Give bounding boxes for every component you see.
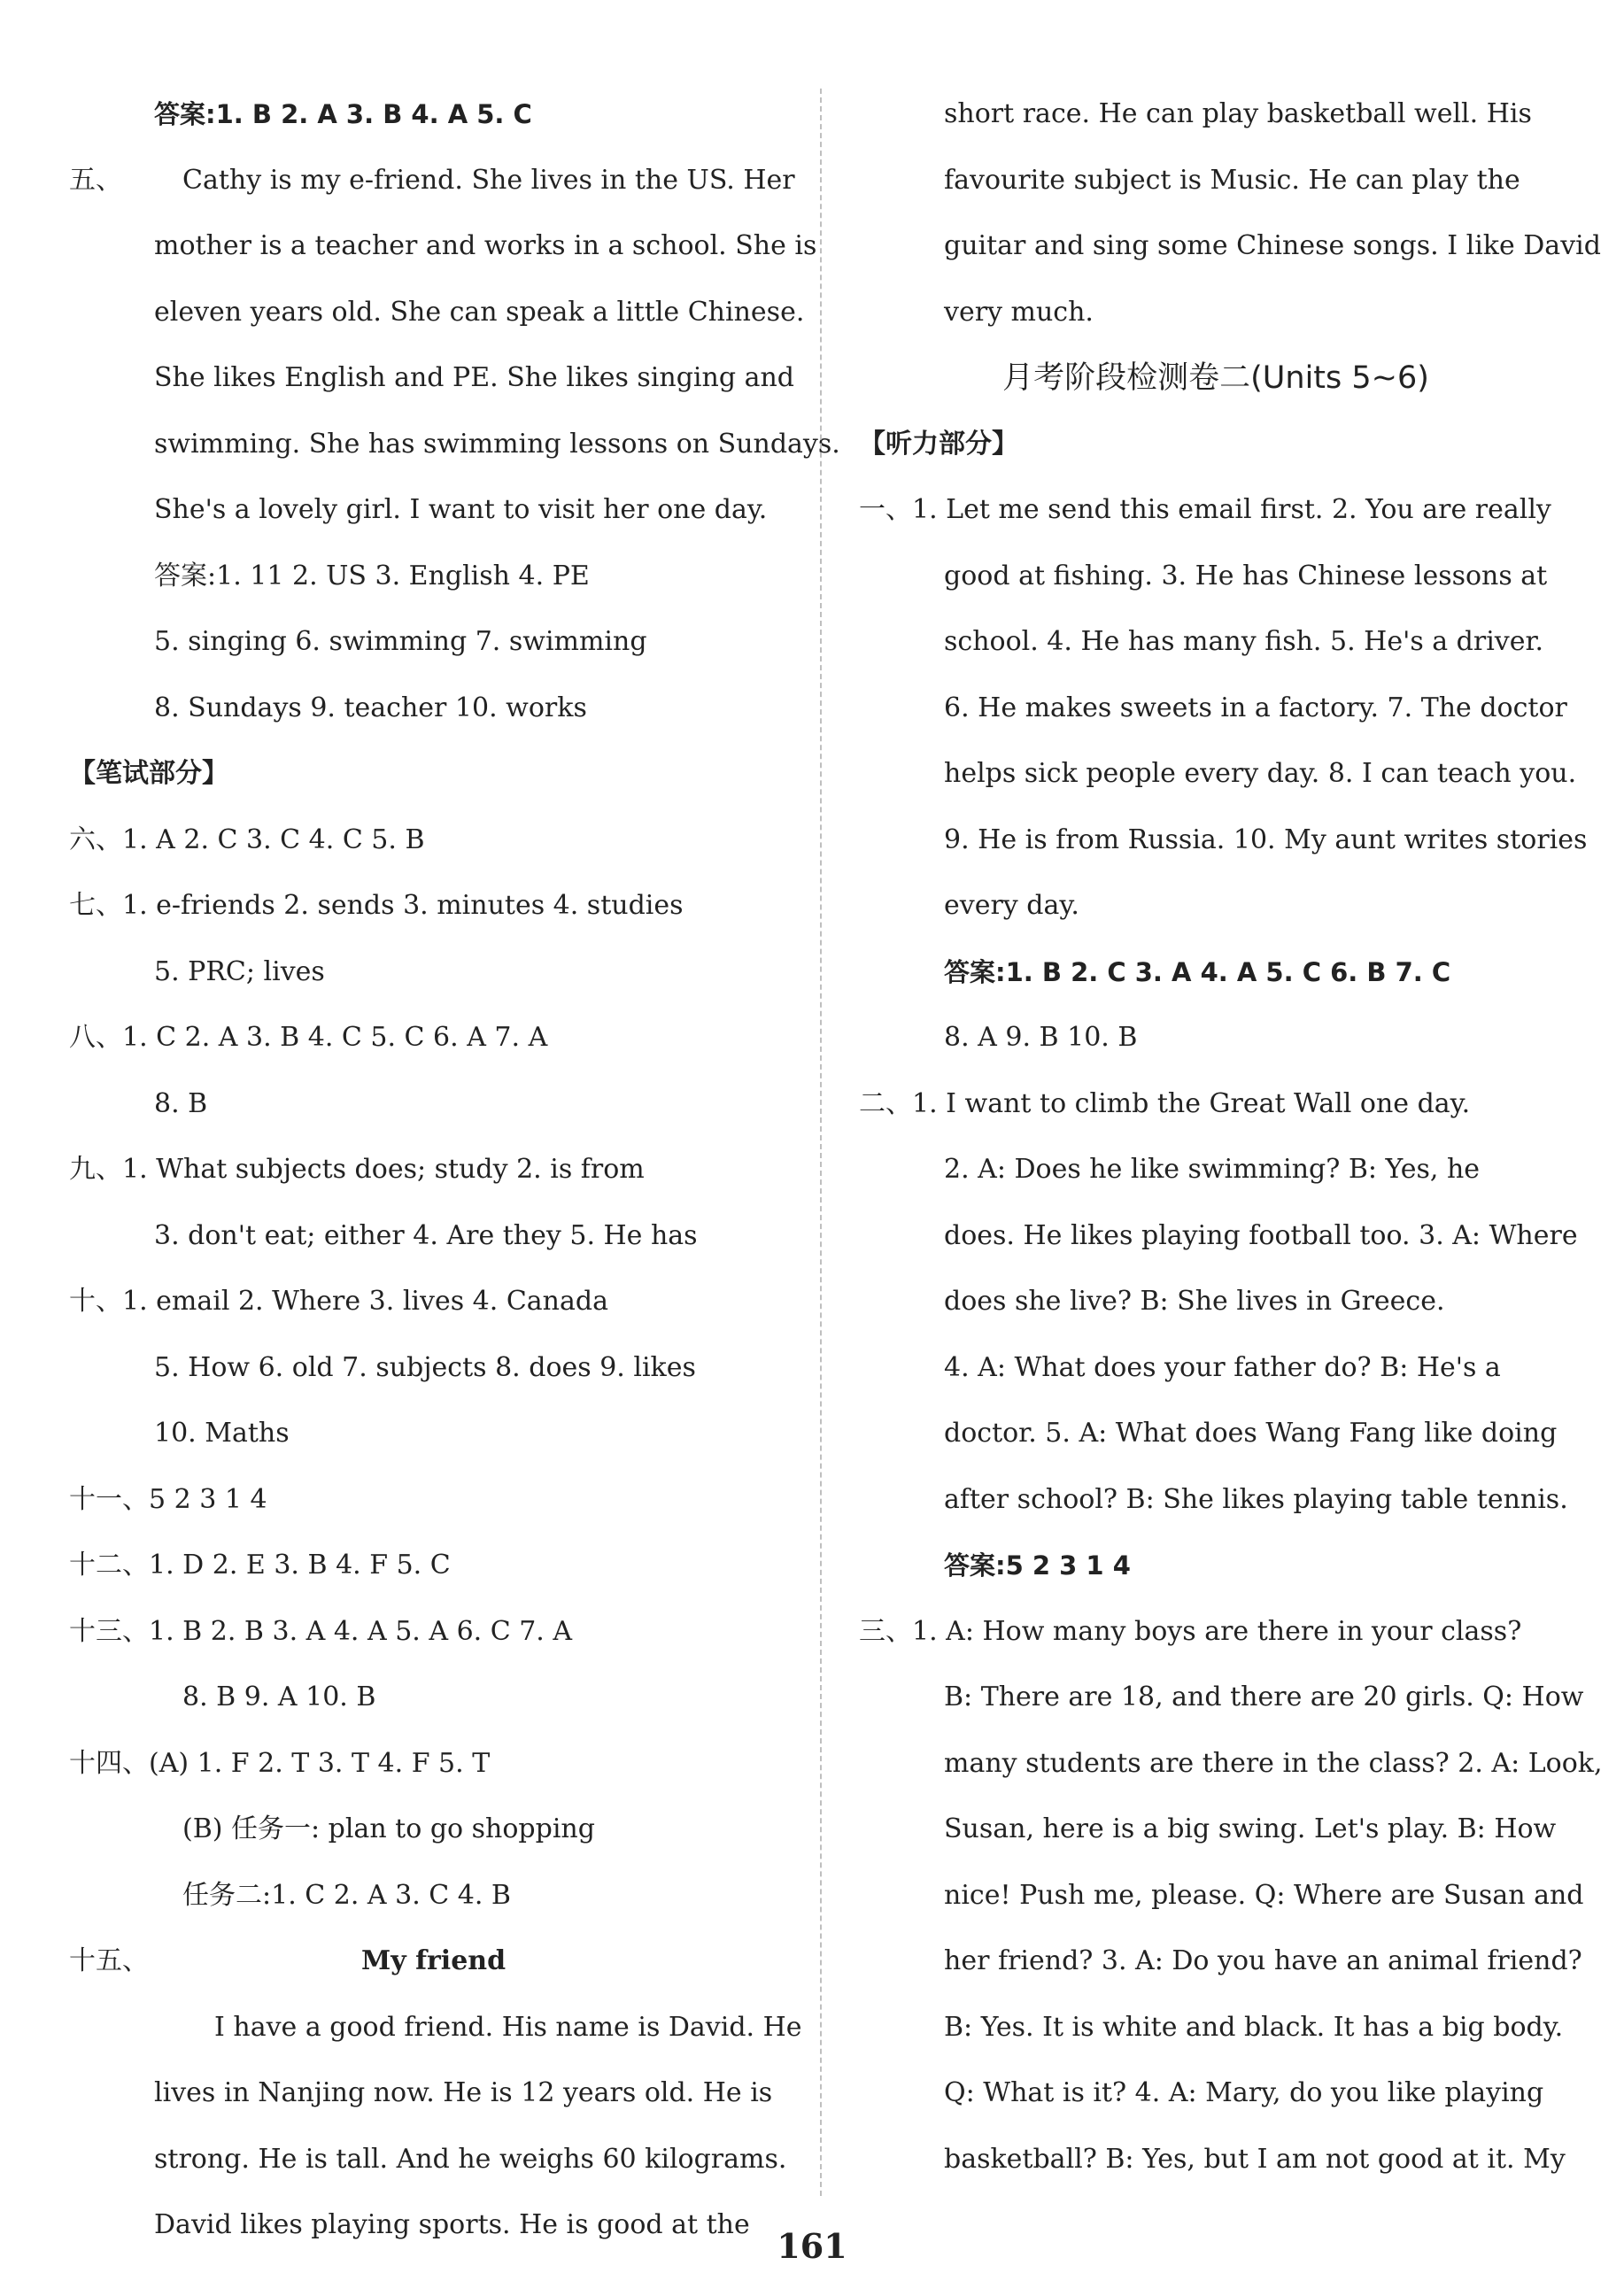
answer-line: 10. Maths xyxy=(154,1418,290,1449)
essay-text: lives in Nanjing now. He is 12 years old. He is xyxy=(154,2077,773,2108)
answer-line: 答案:5 2 3 1 4 xyxy=(944,1550,1131,1581)
answer-line: 任务二:1. C 2. A 3. C 4. B xyxy=(182,1879,511,1911)
essay-text: David likes playing sports. He is good at the xyxy=(154,2209,750,2240)
answer-line: 3. don't eat; either 4. Are they 5. He has xyxy=(154,1219,698,1251)
answer-line: 十、1. email 2. Where 3. lives 4. Canada xyxy=(69,1286,608,1317)
answer-line: 十一、5 2 3 1 4 xyxy=(69,1483,267,1515)
test-title: 月考阶段检测卷二(Units 5~6) xyxy=(1002,360,1429,396)
transcript-line: school. 4. He has many fish. 5. He's a driver. xyxy=(944,626,1544,657)
transcript-line: helps sick people every day. 8. I can teach you. xyxy=(944,758,1577,789)
transcript-line: 4. A: What does your father do? B: He's a xyxy=(944,1351,1501,1383)
transcript-line: 6. He makes sweets in a factory. 7. The doctor xyxy=(944,692,1567,723)
answer-line: 5. singing 6. swimming 7. swimming xyxy=(154,626,647,657)
transcript-line: basketball? B: Yes, but I am not good at it. My xyxy=(944,2143,1566,2175)
column-divider xyxy=(820,89,822,2196)
transcript-line: 一、1. Let me send this email first. 2. You are really xyxy=(859,494,1551,525)
transcript-line: B: There are 18, and there are 20 girls. Q: How xyxy=(944,1681,1584,1712)
answer-line: 5. How 6. old 7. subjects 8. does 9. likes xyxy=(154,1351,696,1383)
transcript-line: 9. He is from Russia. 10. My aunt writes stories xyxy=(944,823,1588,855)
section-label: 十五、 xyxy=(69,1945,149,1976)
transcript-line: every day. xyxy=(944,890,1079,921)
transcript-line: after school? B: She likes playing table tennis. xyxy=(944,1483,1568,1515)
passage-text: Cathy is my e-friend. She lives in the US. Her xyxy=(182,164,795,196)
page-number: 161 xyxy=(777,2226,847,2266)
essay-text: I have a good friend. His name is David. He xyxy=(214,2011,802,2043)
transcript-line: does she live? B: She lives in Greece. xyxy=(944,1286,1445,1317)
answer-line: 八、1. C 2. A 3. B 4. C 5. C 6. A 7. A xyxy=(69,1022,548,1053)
passage-text: swimming. She has swimming lessons on Sundays. xyxy=(154,428,840,460)
transcript-line: 三、1. A: How many boys are there in your class? xyxy=(859,1615,1522,1647)
answer-line: 六、1. A 2. C 3. C 4. C 5. B xyxy=(69,823,425,855)
essay-title-line xyxy=(69,1929,783,1995)
answer-line: 十四、(A) 1. F 2. T 3. T 4. F 5. T xyxy=(69,1747,491,1779)
answer-line: 8. A 9. B 10. B xyxy=(944,1022,1138,1053)
essay-text: short race. He can play basketball well. His xyxy=(944,98,1532,129)
answer-line: 十三、1. B 2. B 3. A 4. A 5. A 6. C 7. A xyxy=(69,1615,573,1647)
essay-text: strong. He is tall. And he weighs 60 kilograms. xyxy=(154,2143,787,2175)
answer-line: 8. B xyxy=(154,1087,208,1119)
transcript-line: B: Yes. It is white and black. It has a big body. xyxy=(944,2011,1564,2043)
passage-text: mother is a teacher and works in a school. She is xyxy=(154,230,817,261)
section-label: 五、 xyxy=(69,164,122,196)
transcript-line: doctor. 5. A: What does Wang Fang like doing xyxy=(944,1418,1558,1449)
essay-title: My friend xyxy=(361,1945,507,1976)
transcript-line: her friend? 3. A: Do you have an animal friend? xyxy=(944,1945,1582,1976)
section-heading-written: 【笔试部分】 xyxy=(69,758,228,789)
answer-line: (B) 任务一: plan to go shopping xyxy=(182,1813,595,1844)
section-five-line xyxy=(69,148,795,214)
transcript-line: 2. A: Does he like swimming? B: Yes, he xyxy=(944,1154,1481,1185)
answer-line: 8. Sundays 9. teacher 10. works xyxy=(154,692,587,723)
transcript-line: Q: What is it? 4. A: Mary, do you like playing xyxy=(944,2077,1544,2108)
essay-text: very much. xyxy=(944,296,1094,328)
answer-line: 十二、1. D 2. E 3. B 4. F 5. C xyxy=(69,1550,451,1581)
transcript-line: Susan, here is a big swing. Let's play. B: How xyxy=(944,1813,1557,1844)
transcript-line: nice! Push me, please. Q: Where are Susan and xyxy=(944,1879,1584,1911)
essay-text: guitar and sing some Chinese songs. I like David xyxy=(944,230,1601,261)
answer-line: 答案:1. 11 2. US 3. English 4. PE xyxy=(154,560,590,591)
answer-line: 九、1. What subjects does; study 2. is from xyxy=(69,1154,645,1185)
section-heading-listening: 【听力部分】 xyxy=(859,428,1018,460)
right-column xyxy=(859,81,1603,2192)
passage-text: She's a lovely girl. I want to visit her one day. xyxy=(154,494,768,525)
essay-text: favourite subject is Music. He can play the xyxy=(944,164,1520,196)
transcript-line: good at fishing. 3. He has Chinese lessons at xyxy=(944,560,1548,591)
answer-line: 8. B 9. A 10. B xyxy=(182,1681,376,1712)
passage-text: eleven years old. She can speak a little Chinese. xyxy=(154,296,805,328)
passage-text: She likes English and PE. She likes singing and xyxy=(154,362,794,393)
answer-line: 七、1. e-friends 2. sends 3. minutes 4. studies xyxy=(69,890,684,921)
answer-line: 5. PRC; lives xyxy=(154,955,325,987)
answer-line: 答案:1. B 2. C 3. A 4. A 5. C 6. B 7. C xyxy=(944,956,1451,987)
answer-line: 答案:1. B 2. A 3. B 4. A 5. C xyxy=(154,99,532,129)
transcript-line: 二、1. I want to climb the Great Wall one day. xyxy=(859,1087,1471,1119)
transcript-line: many students are there in the class? 2. A: Look, xyxy=(944,1747,1603,1779)
transcript-line: does. He likes playing football too. 3. A: Where xyxy=(944,1219,1578,1251)
